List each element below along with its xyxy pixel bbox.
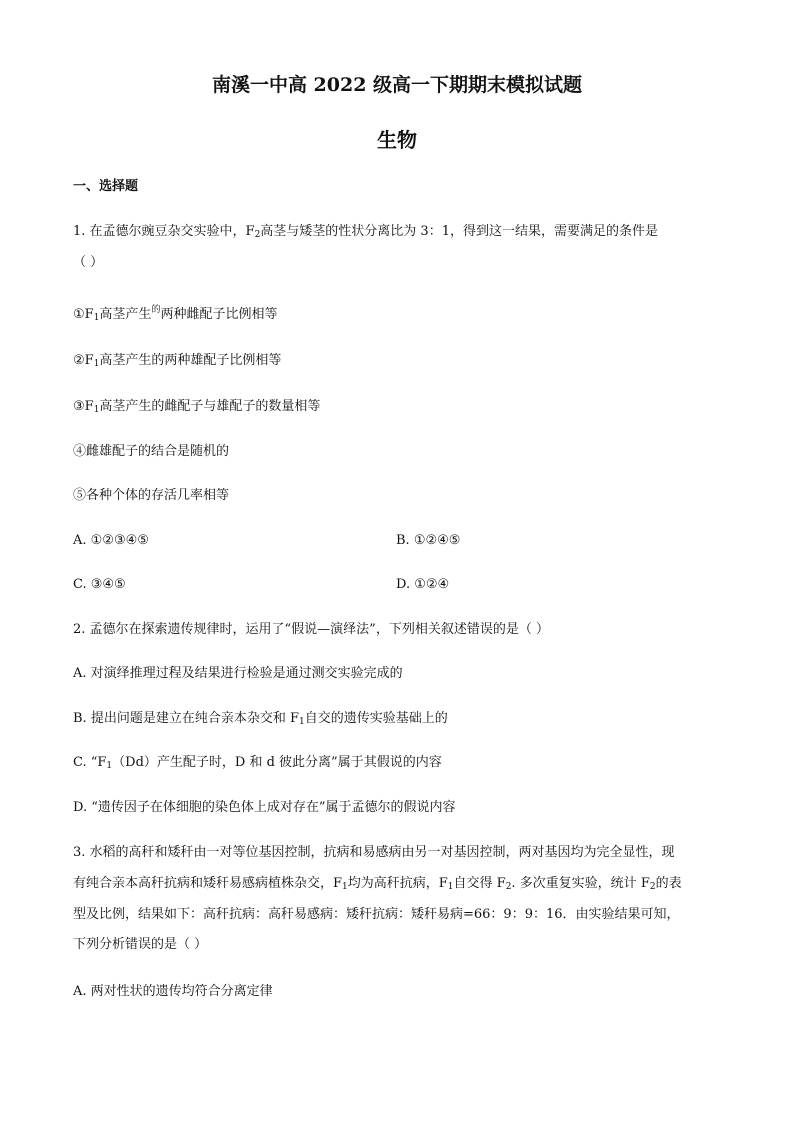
q1-option-d: D. ①②④ <box>396 577 450 592</box>
q2-option-d: D. “遗传因子在体细胞的染色体上成对存在”属于孟德尔的假说内容 <box>73 800 456 815</box>
q3-stem-line-3: 型及比例，结果如下：高秆抗病：高秆易感病：矮秆抗病：矮秆易病=66：9：9：16．由实验结果可知， <box>73 907 680 922</box>
q1-stem-bracket: （ ） <box>73 255 104 270</box>
q1-option-c: C. ③④⑤ <box>73 577 126 592</box>
q2-option-b: B. 提出问题是建立在纯合亲本杂交和 $F_1$自交的遗传实验基础上的 <box>73 711 448 727</box>
q2-option-a: A. 对演绎推理过程及结果进行检验是通过测交实验完成的 <box>73 666 403 681</box>
q1-item-2: $②F_1$高茎产生的两种雄配子比例相等 <box>73 353 282 369</box>
q1-item-5: ⑤各种个体的存活几率相等 <box>73 488 230 503</box>
section-heading: 一、选择题 <box>73 179 139 194</box>
q3-option-a: A. 两对性状的遗传均符合分离定律 <box>73 984 273 999</box>
q1-item-1: $①F_1$高茎产生$^的$两种雌配子比例相等 <box>73 305 278 323</box>
q3-stem-line-1: 3. 水稻的高秆和矮秆由一对等位基因控制，抗病和易感病由另一对基因控制，两对基因均为完全显性，现 <box>73 845 675 860</box>
q1-item-3: $③F_1$高茎产生的雌配子与雄配子的数量相等 <box>73 399 321 415</box>
q1-option-a: A. ①②③④⑤ <box>73 533 149 548</box>
q3-stem-line-4: 下列分析错误的是（ ） <box>73 937 208 952</box>
q1-stem: 1. 在孟德尔豌豆杂交实验中，$F_2$高茎与矮茎的性状分离比为 3：1，得到这一结果，需要满足的条件是 <box>73 224 658 240</box>
subject-title: 生物 <box>377 128 417 152</box>
q3-stem-line-2: 有纯合亲本高秆抗病和矮秆易感病植株杂交，$F_1$均为高秆抗病，$F_1$自交得 $F_2$. 多次重复实验，统计 $F_2$的表 <box>73 876 682 892</box>
q2-option-c: C. “$F_1(Dd)$产生配子时，D 和 d 彼此分离”属于其假说的内容 <box>73 755 442 771</box>
exam-title: 南溪一中高 2022 级高一下期期末模拟试题 <box>211 74 583 96</box>
q1-item-4: ④雌雄配子的结合是随机的 <box>73 444 230 459</box>
q2-stem: 2. 孟德尔在探索遗传规律时，运用了“假说—演绎法”，下列相关叙述错误的是（ ） <box>73 622 549 637</box>
q1-option-b: B. ①②④⑤ <box>396 533 461 548</box>
